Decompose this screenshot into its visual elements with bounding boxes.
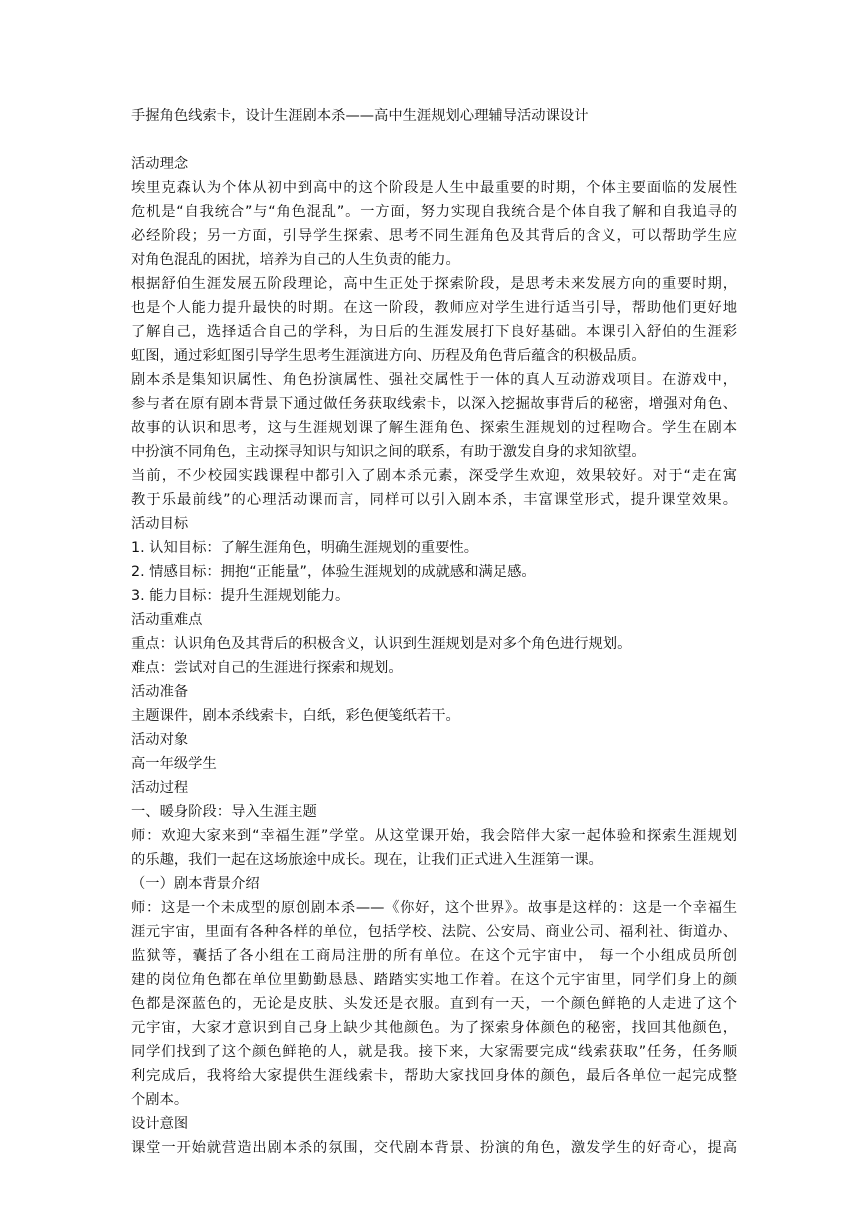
text-line: 重点：认识角色及其背后的积极含义，认识到生涯规划是对多个角色进行规划。 xyxy=(131,636,632,652)
text-line: 故事的认识和思考，这与生涯规划课了解生涯角色、探索生涯规划的过程吻合。学生在剧本 xyxy=(131,420,737,436)
text-line: 高一年级学生 xyxy=(131,756,217,772)
text-line: 活动对象 xyxy=(131,732,189,748)
text-line: 虹图，通过彩虹图引导学生思考生涯演进方向、历程及角色背后蕴含的积极品质。 xyxy=(131,348,646,364)
title-spacing xyxy=(131,128,737,152)
text-line: 剧本杀是集知识属性、角色扮演属性、强社交属性于一体的真人互动游戏项目。在游戏中， xyxy=(131,372,737,388)
text-line: 个剧本。 xyxy=(131,1092,189,1108)
text-line: 师：欢迎大家来到“幸福生涯”学堂。从这堂课开始，我会陪伴大家一起体验和探索生涯规划 xyxy=(131,828,737,844)
document-page xyxy=(131,104,737,1160)
text-line: 也是个人能力提升最快的时期。在这一阶段，教师应对学生进行适当引导，帮助他们更好地 xyxy=(131,300,737,316)
text-line: 元宇宙，大家才意识到自己身上缺少其他颜色。为了探索身体颜色的秘密，找回其他颜色， xyxy=(131,1020,737,1036)
text-line: 课堂一开始就营造出剧本杀的氛围，交代剧本背景、扮演的角色，激发学生的好奇心，提高 xyxy=(131,1140,737,1156)
text-line: 活动理念 xyxy=(131,156,189,172)
text-line: （一）剧本背景介绍 xyxy=(131,876,260,892)
text-line: 当前，不少校园实践课程中都引入了剧本杀元素，深受学生欢迎，效果较好。对于“走在寓 xyxy=(131,468,737,484)
text-line: 设计意图 xyxy=(131,1116,189,1132)
text-line: 埃里克森认为个体从初中到高中的这个阶段是人生中最重要的时期，个体主要面临的发展性 xyxy=(131,180,737,196)
text-line: 建的岗位角色都在单位里勤勤恳恳、踏踏实实地工作着。在这个元宇宙里，同学们身上的颜 xyxy=(131,972,737,988)
text-line: 根据舒伯生涯发展五阶段理论，高中生正处于探索阶段，是思考未来发展方向的重要时期， xyxy=(131,276,737,292)
text-line: 教于乐最前线”的心理活动课而言，同样可以引入剧本杀，丰富课堂形式，提升课堂效果。 xyxy=(131,492,737,508)
text-line: 危机是“自我统合”与“角色混乱”。一方面，努力实现自我统合是个体自我了解和自我追寻的 xyxy=(131,204,737,220)
text-line: 中扮演不同角色，主动探寻知识与知识之间的联系，有助于激发自身的求知欲望。 xyxy=(131,444,646,460)
text-line: 了解自己，选择适合自己的学科，为日后的生涯发展打下良好基础。本课引入舒伯的生涯彩 xyxy=(131,324,737,340)
text-line: 活动目标 xyxy=(131,516,189,532)
text-line: 色都是深蓝色的，无论是皮肤、头发还是衣服。直到有一天，一个颜色鲜艳的人走进了这个 xyxy=(131,996,737,1012)
text-line: 利完成后，我将给大家提供生涯线索卡，帮助大家找回身体的颜色，最后各单位一起完成整 xyxy=(131,1068,737,1084)
document-body xyxy=(131,152,737,1160)
text-line: 1. 认知目标：了解生涯角色，明确生涯规划的重要性。 xyxy=(131,540,479,556)
text-line: 监狱等，囊括了各小组在工商局注册的所有单位。在这个元宇宙中， 每一个小组成员所创 xyxy=(131,948,737,964)
text-line: 2. 情感目标：拥抱“正能量”，体验生涯规划的成就感和满足感。 xyxy=(131,564,536,580)
text-line: 活动过程 xyxy=(131,780,189,796)
text-line: 一、暖身阶段：导入生涯主题 xyxy=(131,804,317,820)
text-line: 难点：尝试对自己的生涯进行探索和规划。 xyxy=(131,660,403,676)
text-line: 活动重难点 xyxy=(131,612,203,628)
text-line: 师：这是一个未成型的原创剧本杀——《你好，这个世界》。故事是这样的：这是一个幸福生 xyxy=(131,900,737,916)
text-line: 涯元宇宙，里面有各种各样的单位，包括学校、法院、公安局、商业公司、福利社、街道办、 xyxy=(131,924,737,940)
text-line: 主题课件，剧本杀线索卡，白纸，彩色便笺纸若干。 xyxy=(131,708,460,724)
text-line: 对角色混乱的困扰，培养为自己的人生负责的能力。 xyxy=(131,252,460,268)
text-line: 活动准备 xyxy=(131,684,189,700)
text-line: 必经阶段；另一方面，引导学生探索、思考不同生涯角色及其背后的含义，可以帮助学生应 xyxy=(131,228,737,244)
text-line: 参与者在原有剧本背景下通过做任务获取线索卡，以深入挖掘故事背后的秘密，增强对角色、 xyxy=(131,396,737,412)
document-title: 手握角色线索卡，设计生涯剧本杀——高中生涯规划心理辅导活动课设计 xyxy=(131,108,589,124)
text-line: 同学们找到了这个颜色鲜艳的人，就是我。接下来，大家需要完成“线索获取”任务，任务顺 xyxy=(131,1044,737,1060)
text-line: 的乐趣，我们一起在这场旅途中成长。现在，让我们正式进入生涯第一课。 xyxy=(131,852,603,868)
text-line: 3. 能力目标：提升生涯规划能力。 xyxy=(131,588,350,604)
